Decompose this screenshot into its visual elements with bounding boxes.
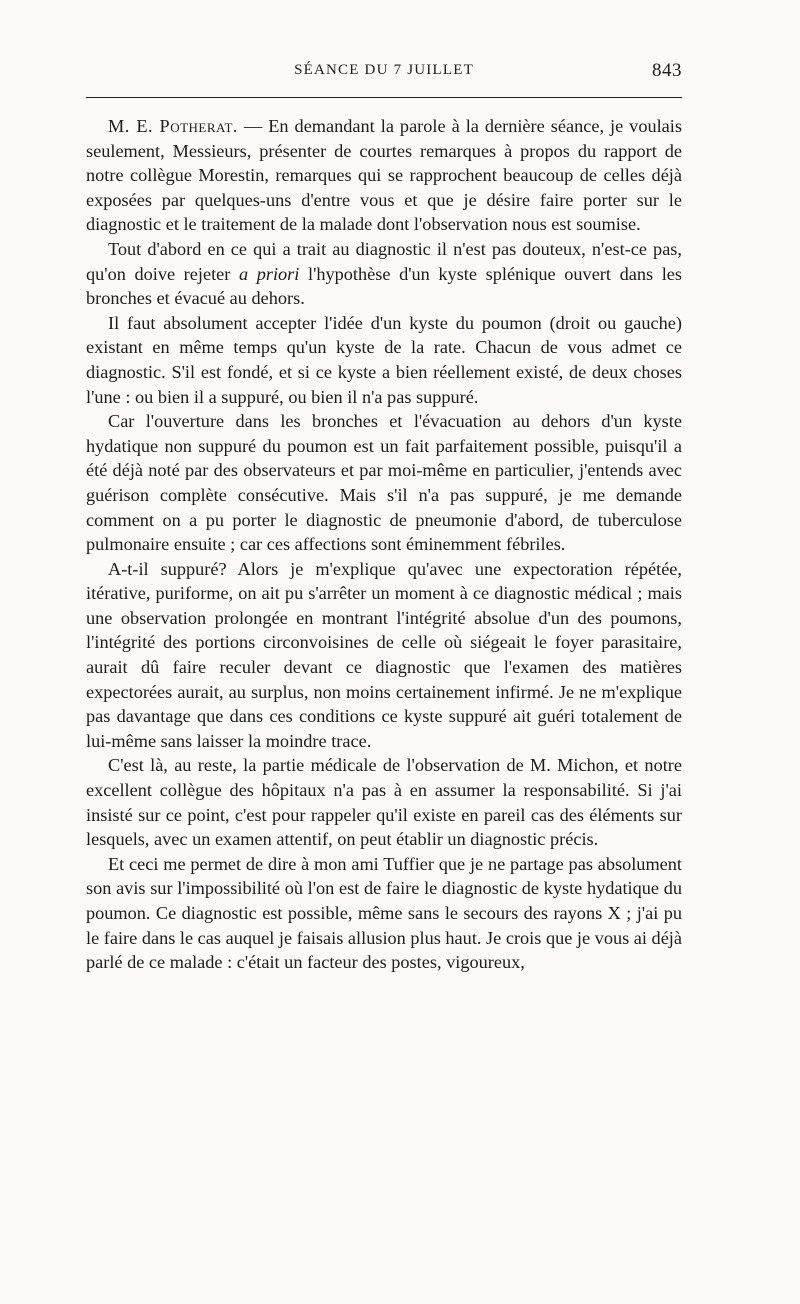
paragraph-2-text-before: Tout d'abord en ce qui a trait au diagnostic il n'est pas douteux, n'est-ce pas, qu'on doive rejeter — [86, 238, 682, 284]
paragraph-5: A-t-il suppuré? Alors je m'explique qu'avec une expectoration répétée, itérative, puriforme, on ait pu s'arrêter un moment à ce diagnostic médical ; mais une observation prolongée en montrant l'intégrité absolue d'un des poumons, l'intégrité des portions circonvoisines de celle où siégeait le foyer parasitaire, aurait dû faire reculer devant ce diagnostic que l'examen des matières expectorées aurait, au surplus, non moins certainement infirmé. Je ne m'explique pas davantage que dans ces conditions ce kyste suppuré ait guéri totalement de lui-même sans laisser la moindre trace. — [86, 558, 682, 751]
body-text — [86, 114, 682, 975]
paragraph-3: Il faut absolument accepter l'idée d'un kyste du poumon (droit ou gauche) existant en même temps qu'un kyste de la rate. Chacun de vous admet ce diagnostic. S'il est fondé, et si ce kyste a bien réellement existé, de deux choses l'une : ou bien il a suppuré, ou bien il n'a pas suppuré. — [86, 312, 682, 407]
running-title: SÉANCE DU 7 JUILLET — [294, 62, 474, 78]
header-rule — [86, 97, 682, 98]
running-head — [86, 60, 682, 86]
paragraph-7: Et ceci me permet de dire à mon ami Tuffier que je ne partage pas absolument son avis sur l'impossibilité où l'on est de faire le diagnostic de kyste hydatique du poumon. Ce diagnostic est possible, même sans le secours des rayons X ; j'ai pu le faire dans le cas auquel je faisais allusion plus haut. Je crois que je vous ai déjà parlé de ce malade : c'était un facteur des postes, vigoureux, — [86, 853, 682, 973]
paragraph-2 — [86, 237, 682, 311]
paragraph-6: C'est là, au reste, la partie médicale de l'observation de M. Michon, et notre excellent collègue des hôpitaux n'a pas à en assumer la responsabilité. Si j'ai insisté sur ce point, c'est pour rappeler qu'il existe en pareil cas des éléments sur lesquels, avec un examen attentif, on peut établir un diagnostic précis. — [86, 755, 682, 850]
paragraph-1 — [86, 114, 682, 237]
paragraph-1-text: — En demandant la parole à la dernière séance, je voulais seulement, Messieurs, présenter de courtes remarques à propos du rapport de notre collègue Morestin, remarques qui se rapprochent beaucoup de celles déjà exposées par quelques-uns d'entre vous et que je désire faire porter sur le diagnostic et le traitement de la malade dont l'observation nous est soumise. — [86, 116, 682, 235]
speaker-name: M. E. Potherat. — [108, 116, 238, 136]
paragraph-2-italic: a priori — [238, 263, 300, 284]
paragraph-4: Car l'ouverture dans les bronches et l'évacuation au dehors d'un kyste hydatique non suppuré du poumon est un fait parfaitement possible, puisqu'il a été déjà noté par des observateurs et par moi-même en particulier, j'entends avec guérison complète consécutive. Mais s'il n'a pas suppuré, je me demande comment on a pu porter le diagnostic de pneumonie d'abord, de tuberculose pulmonaire ensuite ; car ces affections sont éminemment fébriles. — [86, 411, 682, 555]
paragraph-2-text-after: l'hypothèse d'un kyste splénique ouvert dans les bronches et évacué au dehors. — [86, 263, 682, 309]
page-number: 843 — [652, 60, 682, 81]
